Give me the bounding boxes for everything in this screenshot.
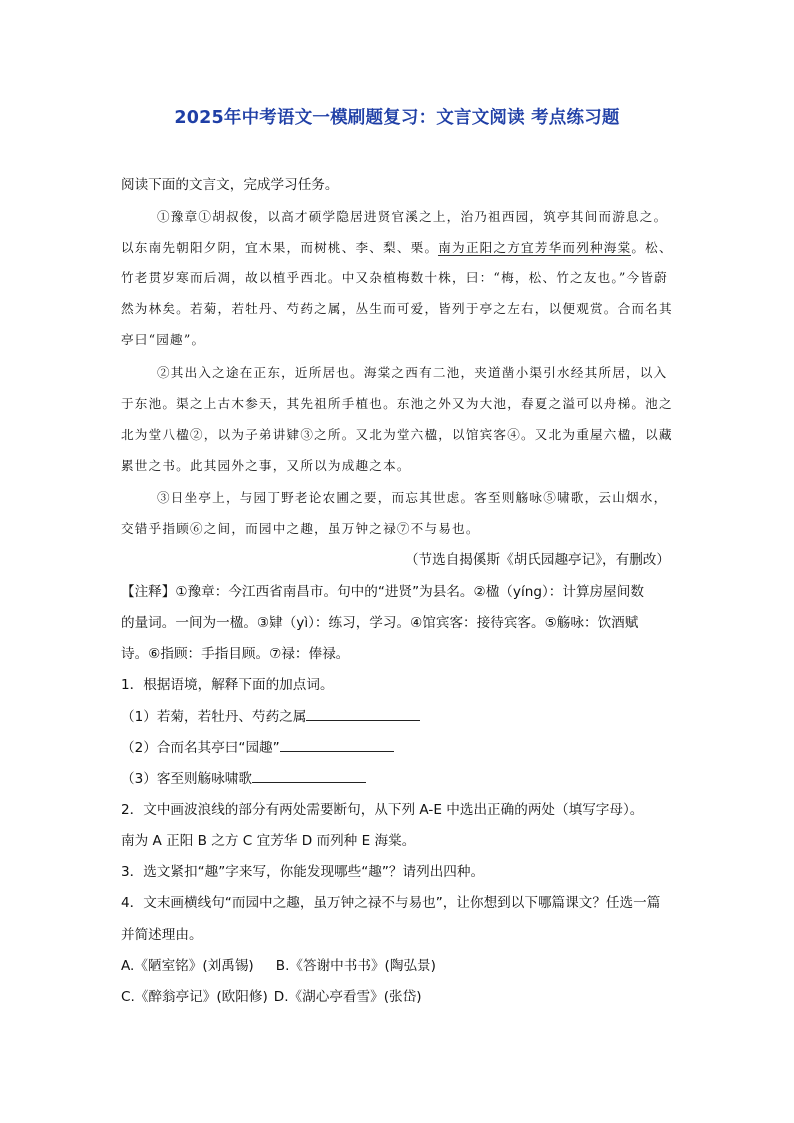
question-1-item2 xyxy=(121,739,394,757)
passage-p2-line2: 于东池。渠之上古木参天，其先祖所手植也。东池之外又为大池，春夏之溢可以舟梯。池之 xyxy=(121,396,673,411)
question-3: 3．选文紧扣“趣”字来写，你能发现哪些“趣”？请列出四种。 xyxy=(121,864,485,880)
option-a: A.《陋室铭》(刘禹锡) xyxy=(121,958,254,974)
passage-p1-line4: 然为林矣。若菊，若牡丹、芍药之属，丛生而可爱，皆列于亭之左右，以便观赏。合而名其 xyxy=(121,301,673,316)
question-1-item2-text: （2）合而名其亭曰“园趣” xyxy=(121,740,280,756)
question-4-options-row2 xyxy=(121,988,422,1006)
notes-line2: 的量词。一间为一楹。③肄（yì）：练习，学习。④馆宾客：接待宾客。⑤觞咏：饮酒赋 xyxy=(121,615,639,631)
passage-p3-line1: ③日坐亭上，与园丁野老论农圃之要，而忘其世虑。客至则觞咏⑤啸歌，云山烟水， xyxy=(157,490,668,505)
question-2: 2．文中画波浪线的部分有两处需要断句，从下列 A-E 中选出正确的两处（填写字母）。 xyxy=(121,802,644,818)
question-1-item3 xyxy=(121,770,366,788)
question-1: 1．根据语境，解释下面的加点词。 xyxy=(121,677,334,693)
passage-p1-line3: 竹老贯岁寒而后凋，故以植乎西北。中又杂植梅数十株，曰：“梅，松、竹之友也。”今皆蔚 xyxy=(121,270,668,285)
page-title: 2025年中考语文一模刷题复习：文言文阅读 考点练习题 xyxy=(174,108,620,128)
answer-blank-1[interactable] xyxy=(306,708,420,721)
option-d: D.《湖心亭看雪》(张岱) xyxy=(273,989,422,1005)
question-4-options-row1 xyxy=(121,957,436,975)
passage-p1-line2-c: 。松、 xyxy=(631,240,673,255)
notes-line3: 诗。⑥指顾：手指目顾。⑦禄：俸禄。 xyxy=(121,646,350,662)
answer-blank-3[interactable] xyxy=(252,770,366,783)
passage-p1-line2 xyxy=(121,239,673,257)
answer-blank-2[interactable] xyxy=(280,739,394,752)
option-b: B.《答谢中书书》(陶弘景) xyxy=(275,958,436,974)
passage-p2-line1: ②其出入之途在正东，近所居也。海棠之西有二池，夹道凿小渠引水经其所居，以入 xyxy=(157,365,668,380)
intro-text: 阅读下面的文言文，完成学习任务。 xyxy=(121,177,339,193)
option-c: C.《醉翁亭记》(欧阳修) xyxy=(121,989,268,1005)
passage-source: （节选自揭傒斯《胡氏园趣亭记》，有删改） xyxy=(404,552,670,568)
question-1-item3-text: （3）客至则觞咏啸歌 xyxy=(121,771,252,787)
passage-p1-line1: ①豫章①胡叔俊，以高才硕学隐居进贤官溪之上，治乃祖西园，筑亭其间而游息之。 xyxy=(157,209,668,224)
question-4-line1: 4．文末画横线句“而园中之趣，虽万钟之禄不与易也”，让你想到以下哪篇课文？任选一篇 xyxy=(121,895,661,911)
question-1-item1-text: （1）若菊，若牡丹、芍药之属 xyxy=(121,709,307,725)
passage-p1-line2-a: 以东南先朝阳夕阴，宜木果，而树桃、李、梨、栗。 xyxy=(121,240,439,255)
question-4-line2: 并简述理由。 xyxy=(121,927,203,943)
passage-p3-line2: 交错乎指顾⑥之间，而园中之趣，虽万钟之禄⑦不与易也。 xyxy=(121,521,480,536)
passage-p1-line5: 亭曰“园趣”。 xyxy=(121,332,206,347)
question-2-options: 南为 A 正阳 B 之方 C 宜芳华 D 而列种 E 海棠。 xyxy=(121,833,416,849)
wavy-underlined-sentence: 南为正阳之方宜芳华而列种海棠 xyxy=(438,240,632,255)
passage-p2-line3: 北为堂八楹②，以为子弟讲肄③之所。又北为堂六楹，以馆宾客④。又北为重屋六楹，以藏 xyxy=(121,427,673,442)
passage-p2-line4: 累世之书。此其园外之事，又所以为成趣之本。 xyxy=(121,458,411,473)
notes-line1: 【注释】①豫章：今江西省南昌市。句中的“进贤”为县名。②楹（yíng）：计算房屋间数 xyxy=(121,584,644,600)
question-1-item1 xyxy=(121,708,420,726)
